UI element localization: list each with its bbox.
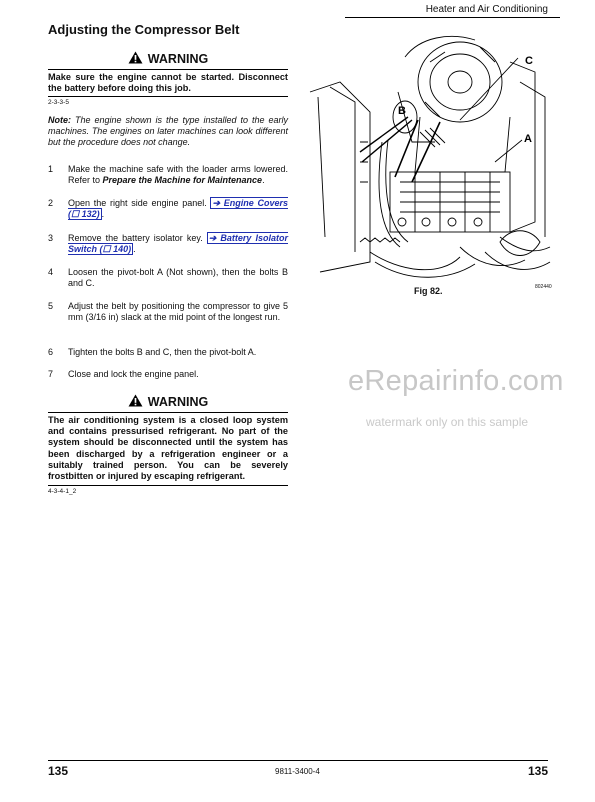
page-title: Adjusting the Compressor Belt [48,22,240,37]
watermark-main: eRepairinfo.com [348,365,564,397]
step-number: 3 [48,233,54,243]
step-number: 5 [48,301,54,311]
document-number: 9811-3400-4 [275,767,320,776]
warning-rule-top-2 [48,412,288,413]
step-text: Close and lock the engine panel. [68,369,199,379]
step-text: Tighten the bolts B and C, then the pivot-bolt A. [68,347,257,357]
footer-divider [48,760,548,761]
warning-heading-2 [48,394,288,409]
step-number: 4 [48,267,54,277]
figure-caption: Fig 82. [414,286,443,296]
warning-triangle-icon [128,51,143,64]
step-text: Loosen the pivot-bolt A (Not shown), then the bolts B and C. [68,267,288,288]
step-text: Adjust the belt by positioning the compressor to give 5 mm (3/16 in) slack at the mid point of the longest run. [68,301,288,322]
step-text: Open the right side engine panel. ➔ Engine Covers (☐ 132) . [68,198,288,219]
note-paragraph [48,115,288,148]
page-number-left: 135 [48,764,69,778]
header-divider [345,17,560,18]
step-text: Make the machine safe with the loader arms lowered. Refer to Prepare the Machine for Maintenance. [68,164,288,185]
step-number: 6 [48,347,54,357]
procedure-reference: Prepare the Machine for Maintenance [102,175,263,185]
warning-code-1: 2-3-3-5 [48,99,69,106]
note-text: The engine shown is the type installed to the early machines. The engines on later machines can look different but the procedure does not change. [48,115,288,147]
section-header: Heater and Air Conditioning [425,4,548,15]
warning-heading-text-1: WARNING [147,52,209,66]
figure-label-a: A [524,133,532,145]
note-label: Note: [48,115,71,125]
figure-label-c: C [525,55,533,67]
warning-heading-text-2: WARNING [147,395,209,409]
step-number: 1 [48,164,54,174]
page-number-right: 135 [527,764,548,778]
warning-rule-bottom-1 [48,96,288,97]
engine-covers-link[interactable]: ➔ Engine Covers (☐ 132) [68,198,288,219]
warning-rule-top-1 [48,69,288,70]
warning-heading-1 [48,51,288,66]
warning-triangle-icon [128,394,143,407]
step-number: 2 [48,198,54,208]
step-text: Remove the battery isolator key. ➔ Battery Isolator Switch (☐ 140) . [68,233,288,254]
battery-isolator-link[interactable]: ➔ Battery Isolator Switch (☐ 140) [68,233,288,254]
figure-label-b: B [398,105,406,117]
warning-text-1: Make sure the engine cannot be started. Disconnect the battery before doing this job. [48,72,288,94]
watermark-sub: watermark only on this sample [366,415,529,429]
figure-code: 802440 [535,284,552,290]
engine-compressor-illustration [300,22,560,284]
step-number: 7 [48,369,54,379]
warning-text-2: The air conditioning system is a closed loop system and contains pressurised refrigerant. No part of the system should be disconnected until the system has been discharged by a refrigeration engineer or a suitably trained person. You can be severely frostbitten or injured by escaping refrigerant. [48,415,288,482]
warning-code-2: 4-3-4-1_2 [48,488,77,495]
warning-rule-bottom-2 [48,485,288,486]
